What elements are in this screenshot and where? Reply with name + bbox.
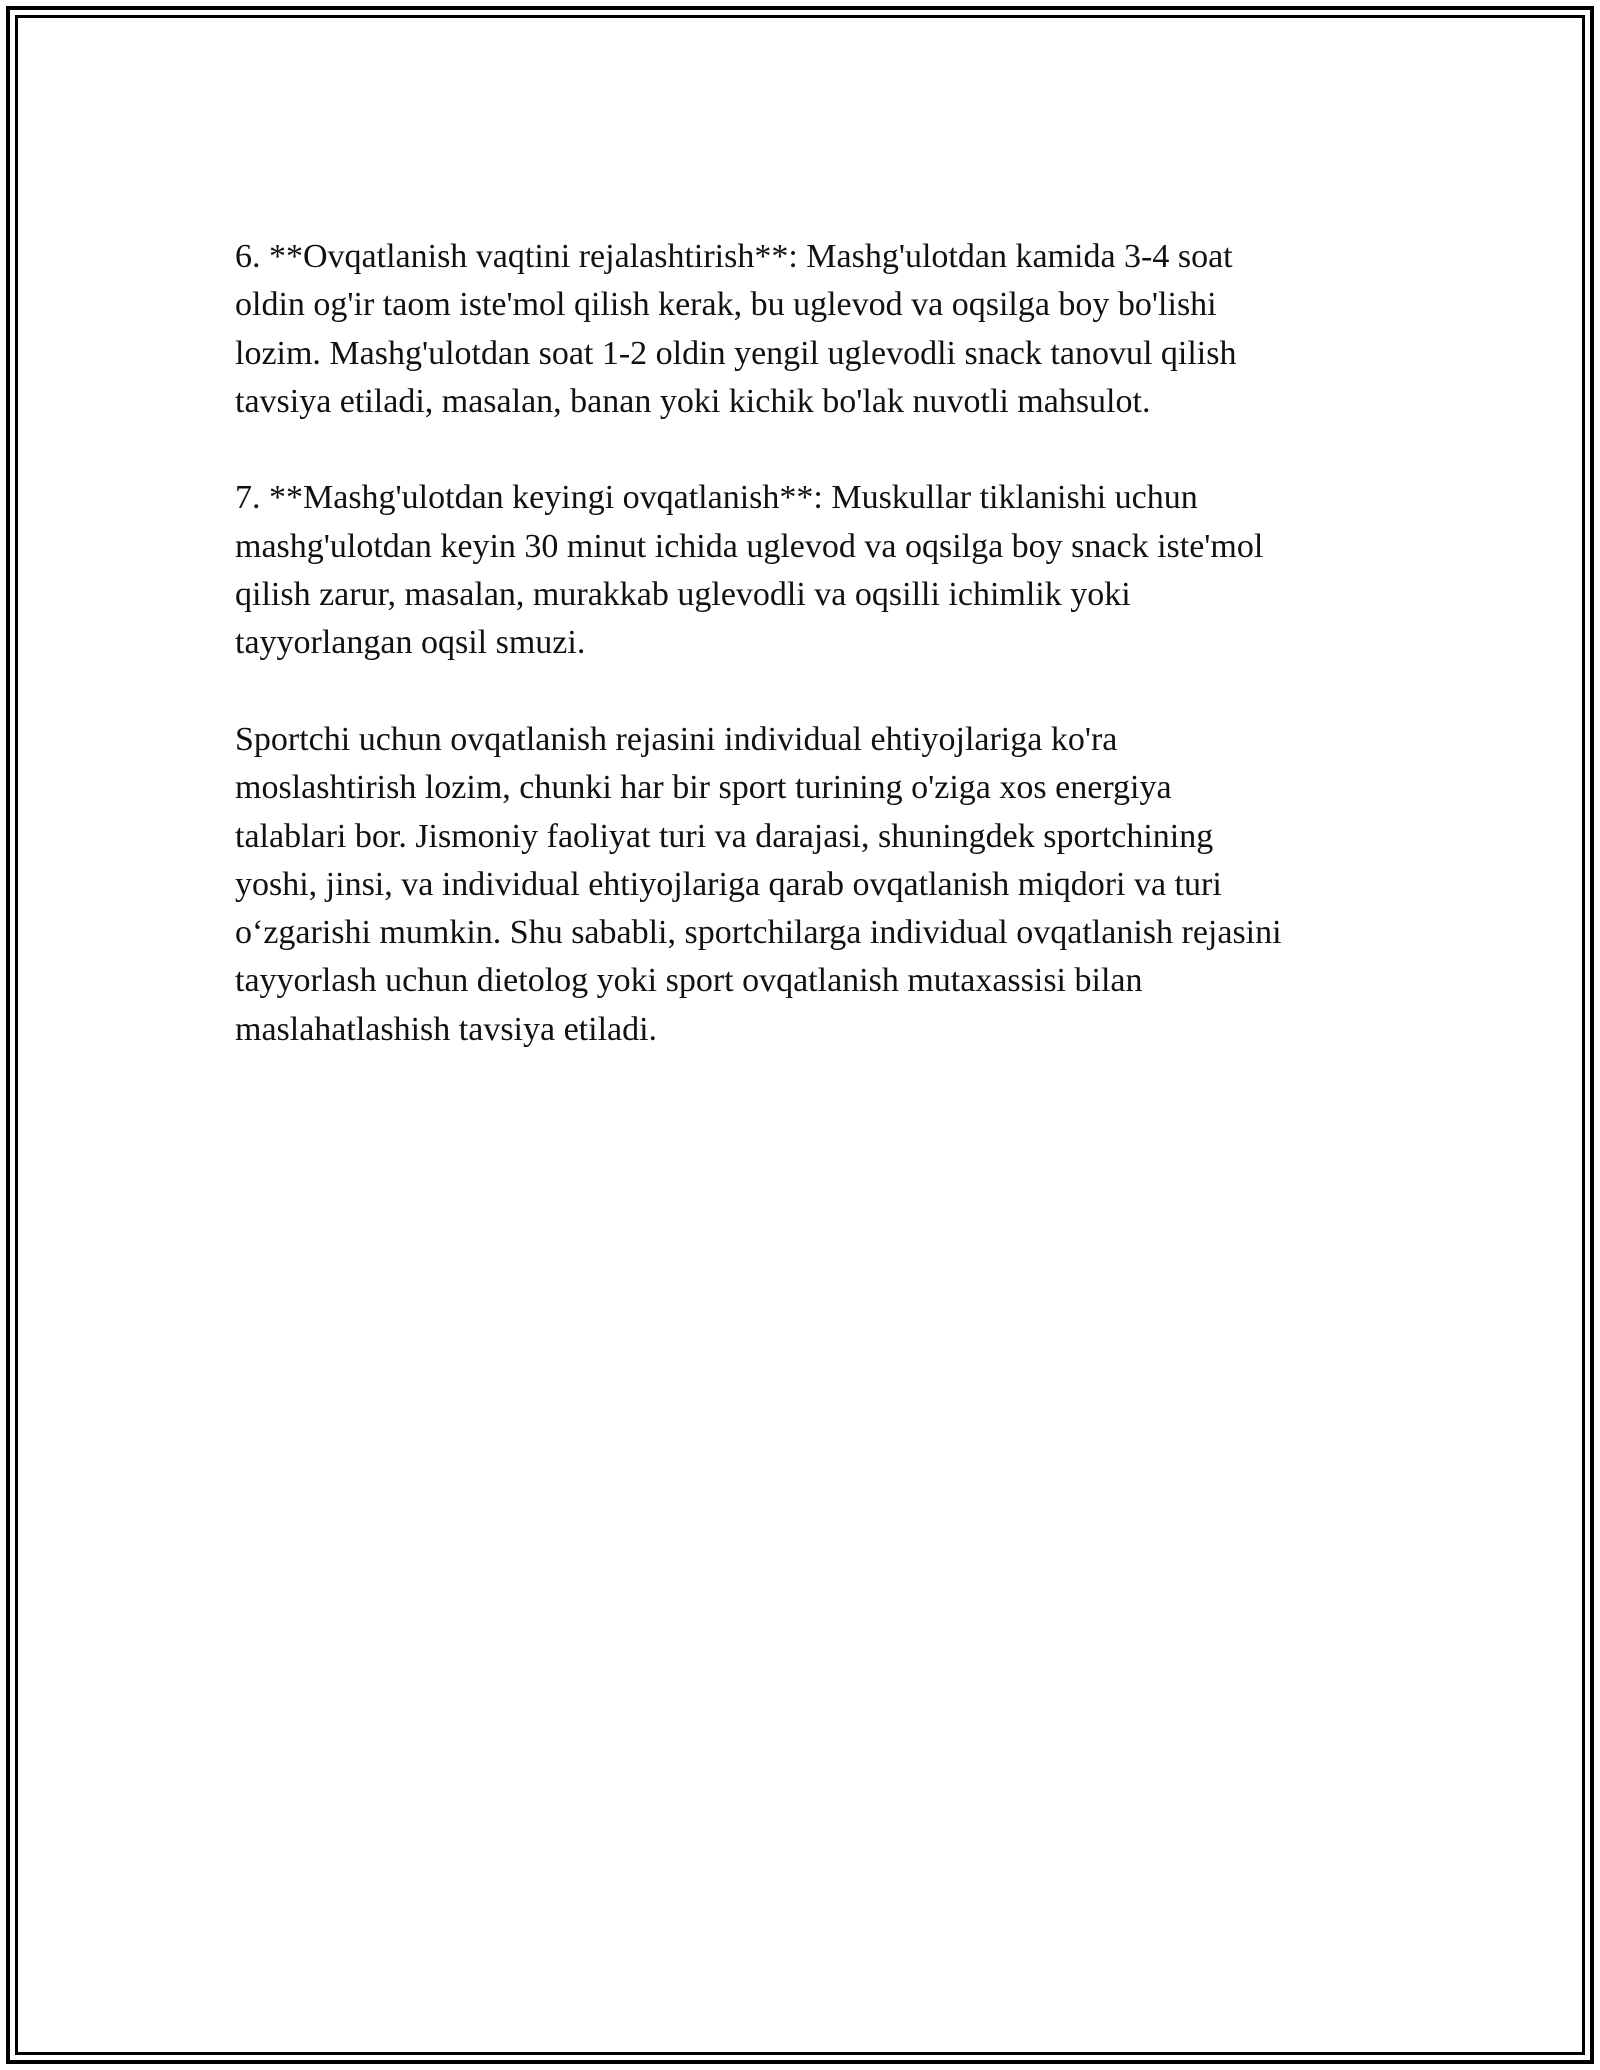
text-line: tayyorlangan oqsil smuzi. xyxy=(235,624,586,662)
text-line: mashg'ulotdan keyin 30 minut ichida uglevod va oqsilga boy snack iste'mol xyxy=(235,527,1264,565)
text-line: moslashtirish lozim, chunki har bir sport turining o'ziga xos energiya xyxy=(235,769,1172,807)
text-line: talablari bor. Jismoniy faoliyat turi va darajasi, shuningdek sportchining xyxy=(235,817,1214,855)
text-line: maslahatlashish tavsiya etiladi. xyxy=(235,1010,658,1048)
text-line: yoshi, jinsi, va individual ehtiyojlariga qarab ovqatlanish miqdori va turi xyxy=(235,865,1222,903)
text-line: oldin og'ir taom iste'mol qilish kerak, bu uglevod va oqsilga boy bo'lishi xyxy=(235,286,1217,324)
text-line: Sportchi uchun ovqatlanish rejasini individual ehtiyojlariga ko'ra xyxy=(235,720,1118,758)
text-line: 6. **Ovqatlanish vaqtini rejalashtirish**: Mashg'ulotdan kamida 3-4 soat xyxy=(235,238,1233,275)
text-line: lozim. Mashg'ulotdan soat 1-2 oldin yengil uglevodli snack tanovul qilish xyxy=(235,334,1237,372)
text-line: qilish zarur, masalan, murakkab uglevodli va oqsilli ichimlik yoki xyxy=(235,576,1131,614)
text-line: o‘zgarishi mumkin. Shu sababli, sportchilarga individual ovqatlanish rejasini xyxy=(235,914,1282,952)
paragraph-conclusion xyxy=(235,716,1385,1054)
paragraph-item-6 xyxy=(235,233,1385,426)
document-body xyxy=(235,233,1385,1102)
text-line: tayyorlash uchun dietolog yoki sport ovqatlanish mutaxassisi bilan xyxy=(235,962,1143,1000)
text-line: tavsiya etiladi, masalan, banan yoki kichik bo'lak nuvotli mahsulot. xyxy=(235,382,1151,420)
paragraph-item-7 xyxy=(235,474,1385,667)
text-line: 7. **Mashg'ulotdan keyingi ovqatlanish**: Muskullar tiklanishi uchun xyxy=(235,479,1198,517)
